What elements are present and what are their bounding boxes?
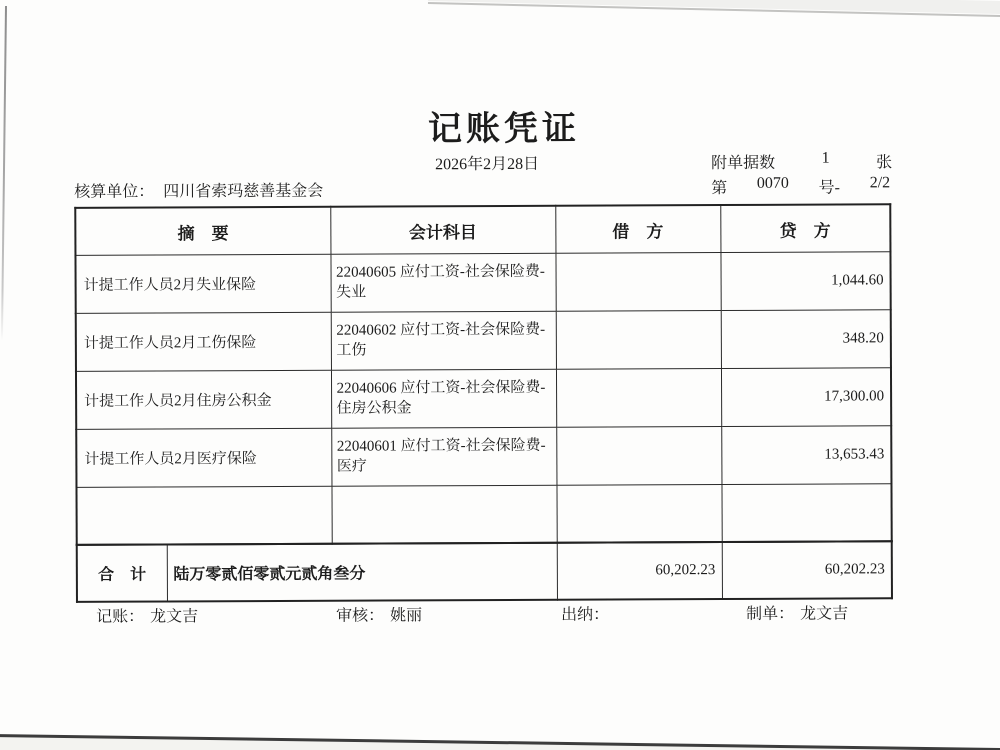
row-credit: 1,044.60	[720, 252, 890, 311]
voucher-title: 记账凭证	[427, 110, 581, 149]
voucher-number-line	[711, 174, 890, 198]
attachment-unit: 张	[876, 154, 893, 172]
auditor-name: 姚丽	[390, 607, 423, 625]
preparer-signature	[746, 600, 848, 623]
bookkeeper-label: 记账：	[96, 608, 145, 626]
total-row	[77, 541, 892, 602]
table-row	[76, 426, 891, 488]
table-row-empty	[76, 484, 891, 545]
attachment-label: 附单据数	[711, 154, 776, 173]
accounting-unit-name: 四川省索玛慈善基金会	[163, 182, 324, 201]
total-amount-in-words: 陆万零贰佰零贰元贰角叁分	[167, 543, 557, 602]
table-row	[76, 310, 891, 372]
accounting-unit-line	[74, 178, 323, 202]
table-row	[75, 252, 890, 314]
row-account: 22040602 应付工资-社会保险费-工伤	[331, 311, 556, 370]
voucher-no-suffix: 号-	[818, 179, 841, 197]
row-account: 22040606 应付工资-社会保险费-住房公积金	[331, 369, 556, 428]
header-account: 会计科目	[330, 206, 555, 254]
auditor-signature	[336, 602, 422, 625]
header-debit: 借 方	[555, 205, 720, 253]
preparer-label: 制单：	[746, 605, 795, 623]
table-row	[76, 368, 891, 430]
row-summary	[76, 486, 331, 545]
voucher-date: 2026年2月28日	[435, 155, 540, 174]
row-summary: 计提工作人员2月失业保险	[75, 254, 330, 313]
row-account: 22040605 应付工资-社会保险费-失业	[330, 253, 555, 312]
voucher-no-prefix: 第	[711, 180, 728, 198]
voucher-no-number: 0070	[756, 174, 789, 192]
total-row-table	[76, 540, 893, 603]
voucher-entries	[74, 203, 892, 546]
attachment-count: 1	[821, 149, 830, 167]
preparer-name: 龙文吉	[800, 605, 849, 623]
row-summary: 计提工作人员2月住房公积金	[76, 370, 331, 429]
row-account	[331, 485, 556, 543]
bookkeeper-name: 龙文吉	[150, 608, 199, 626]
table-header-row	[75, 204, 890, 255]
row-summary: 计提工作人员2月医疗保险	[76, 428, 331, 487]
row-credit: 17,300.00	[721, 368, 891, 427]
total-debit: 60,202.23	[557, 542, 722, 600]
row-credit: 13,653.43	[721, 426, 891, 485]
row-summary: 计提工作人员2月工伤保险	[76, 312, 331, 371]
row-debit	[556, 369, 721, 428]
total-credit: 60,202.23	[722, 541, 892, 599]
auditor-label: 审核：	[336, 607, 385, 625]
total-label: 合 计	[77, 544, 167, 601]
signature-row	[1, 600, 1000, 628]
header-summary: 摘 要	[75, 207, 330, 256]
row-debit	[556, 485, 721, 543]
cashier-signature	[561, 602, 615, 625]
row-debit	[556, 311, 721, 370]
accounting-unit-label: 核算单位：	[74, 183, 155, 201]
entries-table	[74, 203, 891, 603]
row-credit	[721, 484, 891, 542]
voucher-no-page: 2/2	[869, 174, 891, 192]
row-debit	[555, 253, 720, 312]
cashier-label: 出纳：	[561, 606, 610, 624]
header-credit: 贷 方	[720, 204, 890, 252]
attachment-count-line	[711, 149, 892, 173]
bookkeeper-signature	[96, 603, 198, 626]
row-debit	[556, 427, 721, 486]
row-account: 22040601 应付工资-社会保险费-医疗	[331, 427, 556, 486]
row-credit: 348.20	[721, 310, 891, 369]
